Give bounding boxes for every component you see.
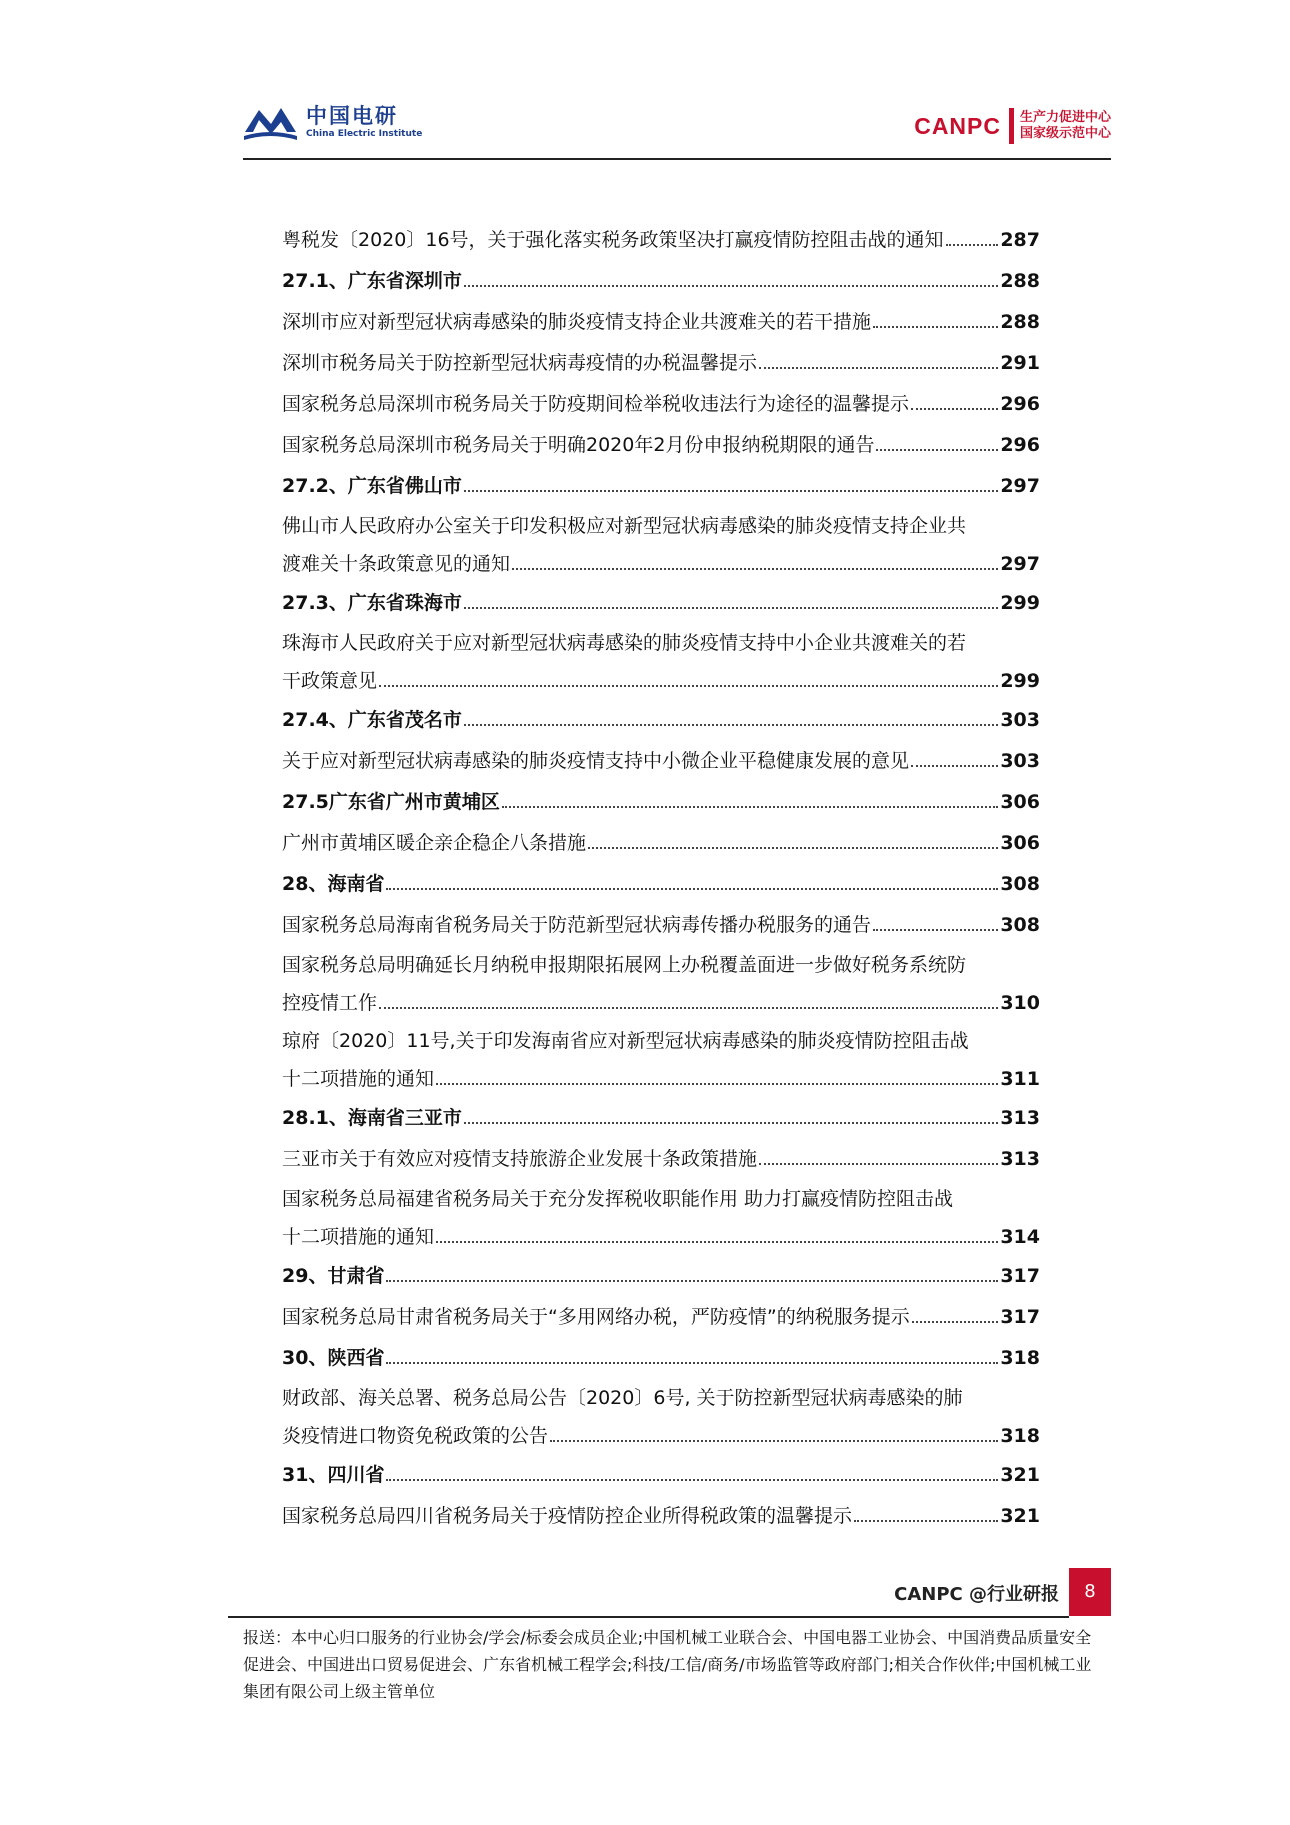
toc-entry-title-line1: 琼府〔2020〕11号,关于印发海南省应对新型冠状病毒感染的肺炎疫情防控阻击战 — [282, 1030, 969, 1052]
toc-page-number: 310 — [1000, 992, 1040, 1014]
toc-page-number: 317 — [1000, 1306, 1040, 1328]
toc-entry-title: 27.4、广东省茂名市 — [282, 709, 462, 731]
toc-entry-title-line1: 佛山市人民政府办公室关于印发积极应对新型冠状病毒感染的肺炎疫情支持企业共 — [282, 515, 967, 537]
toc-entry[interactable] — [282, 302, 1040, 343]
toc-entry-title: 28.1、海南省三亚市 — [282, 1107, 462, 1129]
toc-entry-title: 渡难关十条政策意见的通知 — [282, 553, 511, 575]
toc-entry[interactable] — [282, 384, 1040, 425]
toc-leader-dots — [464, 490, 998, 492]
toc-entry-title: 28、海南省 — [282, 873, 385, 895]
toc-entry-title: 十二项措施的通知 — [282, 1226, 435, 1248]
toc-entry[interactable] — [282, 1379, 1040, 1455]
canpc-tagline-2: 国家级示范中心 — [1019, 126, 1111, 141]
toc-entry-title: 27.2、广东省佛山市 — [282, 475, 462, 497]
toc-page-number: 318 — [1000, 1347, 1040, 1369]
distribution-note: 报送：本中心归口服务的行业协会/学会/标委会成员企业;中国机械工业联合会、中国电器工业协会、中国消费品质量安全促进会、中国进出口贸易促进会、广东省机械工程学会;科技/工信/商务/市场监管等政府部门;相关合作伙伴;中国机械工业集团有限公司上级主管单位 — [243, 1628, 1092, 1701]
toc-entry[interactable] — [282, 425, 1040, 466]
toc-page-number: 313 — [1000, 1107, 1040, 1129]
toc-leader-dots — [911, 408, 998, 410]
toc-leader-dots — [464, 285, 998, 287]
toc-page-number: 317 — [1000, 1265, 1040, 1287]
toc-leader-dots — [550, 1440, 998, 1442]
toc-heading[interactable] — [282, 466, 1040, 507]
toc-leader-dots — [588, 847, 998, 849]
toc-leader-dots — [946, 244, 999, 246]
toc-entry-title-line1: 国家税务总局福建省税务局关于充分发挥税收职能作用 助力打赢疫情防控阻击战 — [282, 1188, 954, 1210]
toc-entry-title: 深圳市税务局关于防控新型冠状病毒疫情的办税温馨提示 — [282, 352, 758, 374]
toc-entry-title: 30、陕西省 — [282, 1347, 385, 1369]
toc-leader-dots — [379, 1007, 998, 1009]
toc-page-number: 291 — [1000, 352, 1040, 374]
toc-entry[interactable] — [282, 1139, 1040, 1180]
toc-entry-title: 国家税务总局甘肃省税务局关于“多用网络办税，严防疫情”的纳税服务提示 — [282, 1306, 910, 1328]
logo-chinese-name: 中国电研 — [306, 103, 398, 128]
toc-entry-title: 27.1、广东省深圳市 — [282, 270, 462, 292]
toc-entry[interactable] — [282, 905, 1040, 946]
toc-page-number: 313 — [1000, 1148, 1040, 1170]
toc-entry-title: 粤税发〔2020〕16号，关于强化落实税务政策坚决打赢疫情防控阻击战的通知 — [282, 229, 944, 251]
toc-entry-title-line1: 珠海市人民政府关于应对新型冠状病毒感染的肺炎疫情支持中小企业共渡难关的若 — [282, 632, 967, 654]
toc-entry-title: 三亚市关于有效应对疫情支持旅游企业发展十条政策措施 — [282, 1148, 758, 1170]
toc-heading[interactable] — [282, 782, 1040, 823]
canpc-wordmark: CANPC — [914, 112, 1001, 139]
mountain-logo-icon — [243, 102, 298, 142]
toc-page-number: 299 — [1000, 670, 1040, 692]
toc-entry-title: 29、甘肃省 — [282, 1265, 385, 1287]
toc-page-number: 308 — [1000, 914, 1040, 936]
toc-leader-dots — [464, 607, 998, 609]
toc-heading[interactable] — [282, 1098, 1040, 1139]
toc-page-number: 297 — [1000, 475, 1040, 497]
toc-leader-dots — [379, 685, 998, 687]
toc-heading[interactable] — [282, 583, 1040, 624]
toc-entry[interactable] — [282, 741, 1040, 782]
toc-entry-title: 国家税务总局深圳市税务局关于明确2020年2月份申报纳税期限的通告 — [282, 434, 875, 456]
canpc-logo — [914, 108, 1111, 144]
toc-heading[interactable] — [282, 1256, 1040, 1297]
cei-logo — [243, 102, 422, 142]
toc-entry-title: 国家税务总局海南省税务局关于防范新型冠状病毒传播办税服务的通告 — [282, 914, 872, 936]
toc-heading[interactable] — [282, 700, 1040, 741]
toc-leader-dots — [386, 1479, 998, 1481]
toc-page-number: 314 — [1000, 1226, 1040, 1248]
toc-leader-dots — [464, 724, 998, 726]
toc-entry[interactable] — [282, 1022, 1040, 1098]
toc-heading[interactable] — [282, 864, 1040, 905]
footer-divider — [228, 1616, 1069, 1618]
toc-entry[interactable] — [282, 946, 1040, 1022]
toc-entry-title: 深圳市应对新型冠状病毒感染的肺炎疫情支持企业共渡难关的若干措施 — [282, 311, 872, 333]
toc-page-number: 299 — [1000, 592, 1040, 614]
toc-entry-title-line1: 国家税务总局明确延长月纳税申报期限拓展网上办税覆盖面进一步做好税务系统防 — [282, 954, 967, 976]
toc-page-number: 287 — [1000, 229, 1040, 251]
toc-entry-title-line1: 财政部、海关总署、税务总局公告〔2020〕6号, 关于防控新型冠状病毒感染的肺 — [282, 1387, 963, 1409]
toc-page-number: 297 — [1000, 553, 1040, 575]
toc-heading[interactable] — [282, 1338, 1040, 1379]
toc-entry-title: 关于应对新型冠状病毒感染的肺炎疫情支持中小微企业平稳健康发展的意见 — [282, 750, 910, 772]
page-header — [243, 96, 1111, 158]
toc-leader-dots — [436, 1241, 998, 1243]
toc-page-number: 296 — [1000, 434, 1040, 456]
toc-leader-dots — [386, 888, 998, 890]
toc-page-number: 303 — [1000, 709, 1040, 731]
toc-leader-dots — [502, 806, 998, 808]
toc-page-number: 321 — [1000, 1464, 1040, 1486]
toc-leader-dots — [512, 568, 998, 570]
canpc-tagline-1: 生产力促进中心 — [1019, 110, 1111, 125]
toc-entry-title: 国家税务总局深圳市税务局关于防疫期间检举税收违法行为途径的温馨提示 — [282, 393, 910, 415]
toc-leader-dots — [911, 765, 998, 767]
toc-page-number: 306 — [1000, 791, 1040, 813]
footer-label: CANPC @行业研报 — [894, 1584, 1059, 1605]
page-footer — [228, 1568, 1111, 1616]
toc-entry[interactable] — [282, 624, 1040, 700]
toc-page-number: 318 — [1000, 1425, 1040, 1447]
toc-page-number: 321 — [1000, 1505, 1040, 1527]
toc-entry-title: 27.3、广东省珠海市 — [282, 592, 462, 614]
toc-leader-dots — [386, 1280, 998, 1282]
toc-page-number: 308 — [1000, 873, 1040, 895]
toc-leader-dots — [759, 1163, 998, 1165]
toc-entry[interactable] — [282, 1297, 1040, 1338]
toc-entry-title: 炎疫情进口物资免税政策的公告 — [282, 1425, 549, 1447]
toc-leader-dots — [854, 1520, 998, 1522]
header-divider — [243, 158, 1111, 160]
toc-page-number: 288 — [1000, 270, 1040, 292]
toc-entry-title: 27.5广东省广州市黄埔区 — [282, 791, 500, 813]
toc-entry-title: 干政策意见 — [282, 670, 378, 692]
toc-entry[interactable] — [282, 343, 1040, 384]
toc-heading[interactable] — [282, 261, 1040, 302]
toc-entry[interactable] — [282, 507, 1040, 583]
toc-page-number: 288 — [1000, 311, 1040, 333]
logo-english-name: China Electric Institute — [306, 128, 423, 139]
toc-page-number: 311 — [1000, 1068, 1040, 1090]
toc-entry[interactable] — [282, 823, 1040, 864]
toc-page-number: 306 — [1000, 832, 1040, 854]
toc-entry[interactable] — [282, 1180, 1040, 1256]
toc-entry-title: 31、四川省 — [282, 1464, 385, 1486]
table-of-contents — [282, 220, 1040, 1537]
toc-leader-dots — [876, 449, 998, 451]
toc-entry-title: 十二项措施的通知 — [282, 1068, 435, 1090]
toc-entry[interactable] — [282, 1496, 1040, 1537]
toc-leader-dots — [873, 326, 998, 328]
toc-entry-title: 广州市黄埔区暖企亲企稳企八条措施 — [282, 832, 587, 854]
toc-page-number: 296 — [1000, 393, 1040, 415]
toc-entry-title: 控疫情工作 — [282, 992, 378, 1014]
toc-entry[interactable] — [282, 220, 1040, 261]
toc-leader-dots — [873, 929, 998, 931]
toc-page-number: 303 — [1000, 750, 1040, 772]
toc-entry-title: 国家税务总局四川省税务局关于疫情防控企业所得税政策的温馨提示 — [282, 1505, 853, 1527]
toc-leader-dots — [759, 367, 998, 369]
toc-leader-dots — [386, 1362, 998, 1364]
toc-leader-dots — [912, 1321, 999, 1323]
toc-leader-dots — [436, 1083, 998, 1085]
canpc-divider — [1009, 108, 1014, 144]
toc-heading[interactable] — [282, 1455, 1040, 1496]
toc-leader-dots — [464, 1122, 998, 1124]
page-number: 8 — [1069, 1568, 1111, 1616]
